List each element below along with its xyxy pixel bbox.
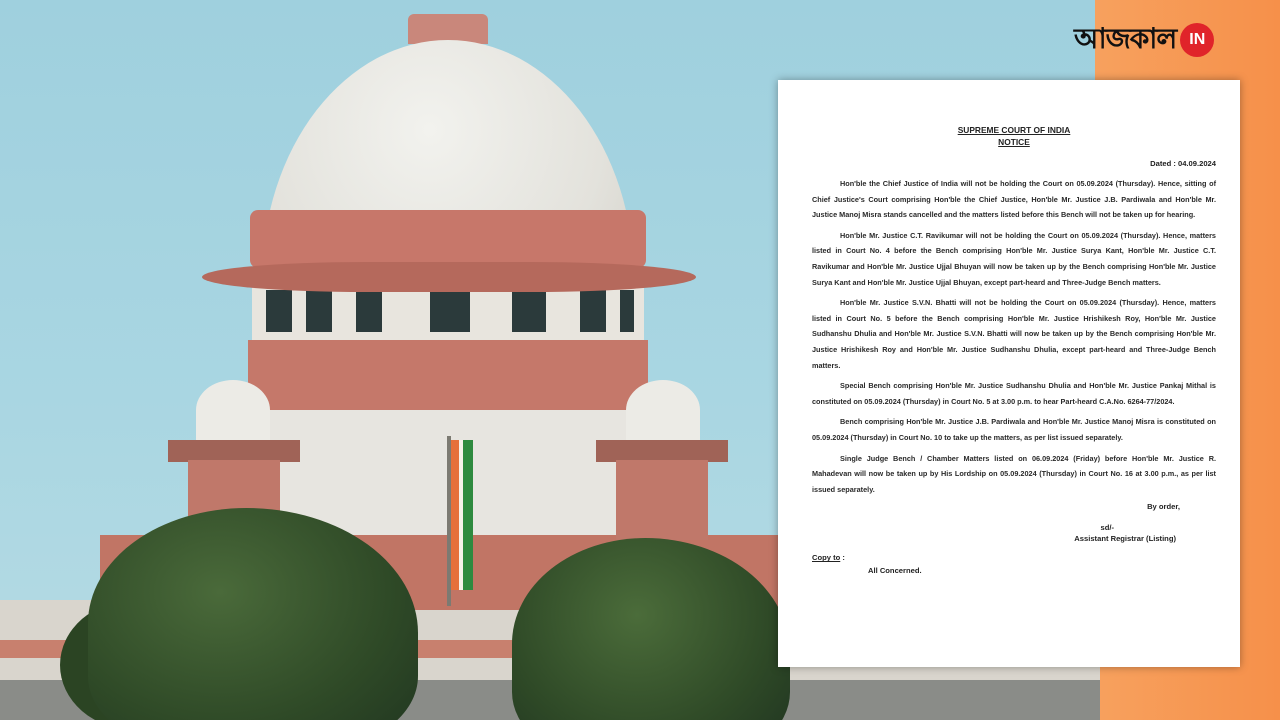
- notice-document: [778, 80, 1240, 667]
- by-order: By order,: [1147, 502, 1180, 512]
- copy-to-colon: :: [840, 553, 845, 563]
- flag-green: [463, 440, 473, 590]
- left-chhatri-dome: [196, 380, 270, 440]
- column-gap: [580, 290, 606, 332]
- cornice: [202, 262, 696, 292]
- recipients: All Concerned.: [868, 566, 922, 576]
- notice-paragraph: Hon'ble the Chief Justice of India will not be holding the Court on 05.09.2024 (Thursday). Hence, sitting of Chief Justice's Court comprising Hon'ble the Chief Justice, Hon'ble Mr. Justice J.B. Pardiwala and Hon'ble Mr. Justice Manoj Misra stands cancelled and the matters listed before this Bench will not be taken up for hearing.: [812, 179, 1216, 220]
- notice-paragraph: Hon'ble Mr. Justice S.V.N. Bhatti will not be holding the Court on 05.09.2024 (Thursday). Hence, matters listed in Court No. 5 before the Bench comprising Hon'ble Mr. Justice Hrishikesh Roy, Hon'ble Mr. Justice Sudhanshu Dhulia and Hon'ble Mr. Justice S.V.N. Bhatti will now be taken up by the Bench comprising Hon'ble Mr. Justice Hrishikesh Roy and Hon'ble Mr. Justice Sudhanshu Dhulia, except part-heard and Three-Judge Bench matters.: [812, 298, 1216, 370]
- column-gap: [430, 290, 470, 332]
- column-gap: [266, 290, 292, 332]
- copy-to: [812, 553, 1216, 562]
- dome-drum-band: [250, 210, 646, 268]
- signatory: Assistant Registrar (Listing): [1074, 534, 1176, 544]
- right-chhatri-dome: [626, 380, 700, 440]
- site-logo: [1074, 18, 1214, 62]
- column-gap: [620, 290, 634, 332]
- notice-paragraph: Single Judge Bench / Chamber Matters listed on 06.09.2024 (Friday) before Hon'ble Mr. Justice R. Mahadevan will now be taken up by His Lordship on 05.09.2024 (Thursday) in Court No. 16 at 3.00 p.m., as per list issued separately.: [812, 453, 1216, 494]
- column-gap: [512, 290, 546, 332]
- notice-paragraph: Bench comprising Hon'ble Mr. Justice J.B. Pardiwala and Hon'ble Mr. Justice Manoj Misra is constituted on 05.09.2024 (Thursday) in Court No. 10 to take up the matters, as per list issued separately.: [812, 417, 1216, 442]
- right-chhatri-roof: [596, 440, 728, 462]
- copy-to-label: Copy to: [812, 553, 841, 563]
- column-gap: [306, 290, 332, 332]
- signature: sd/-: [1100, 523, 1114, 533]
- logo-badge: IN: [1180, 23, 1214, 57]
- left-chhatri-roof: [168, 440, 300, 462]
- logo-text: আজকাল: [1074, 21, 1177, 55]
- right-chhatri-body: [616, 460, 708, 540]
- notice-date: Dated : 04.09.2024: [1150, 159, 1216, 168]
- court-name: SUPREME COURT OF INDIA: [957, 125, 1071, 135]
- notice-paragraph: Special Bench comprising Hon'ble Mr. Justice Sudhanshu Dhulia and Hon'ble Mr. Justice Pankaj Mithal is constituted on 05.09.2024 (Thursday) in Court No. 5 at 3.00 p.m. to hear Part-heard C.A.No. 6264-77/2024.: [812, 381, 1216, 406]
- column-gap: [356, 290, 382, 332]
- notice-title: NOTICE: [998, 137, 1030, 147]
- notice-paragraph: Hon'ble Mr. Justice C.T. Ravikumar will not be holding the Court on 05.09.2024 (Thursday). Hence, matters listed in Court No. 4 before the Bench comprising Hon'ble Mr. Justice Surya Kant, Hon'ble Mr. Justice C.T. Ravikumar and Hon'ble Mr. Justice Ujjal Bhuyan will now be taken up by the Bench comprising Hon'ble Mr. Justice Surya Kant and Hon'ble Mr. Justice Ujjal Bhuyan, except part-heard and Three-Judge Bench matters.: [812, 230, 1216, 287]
